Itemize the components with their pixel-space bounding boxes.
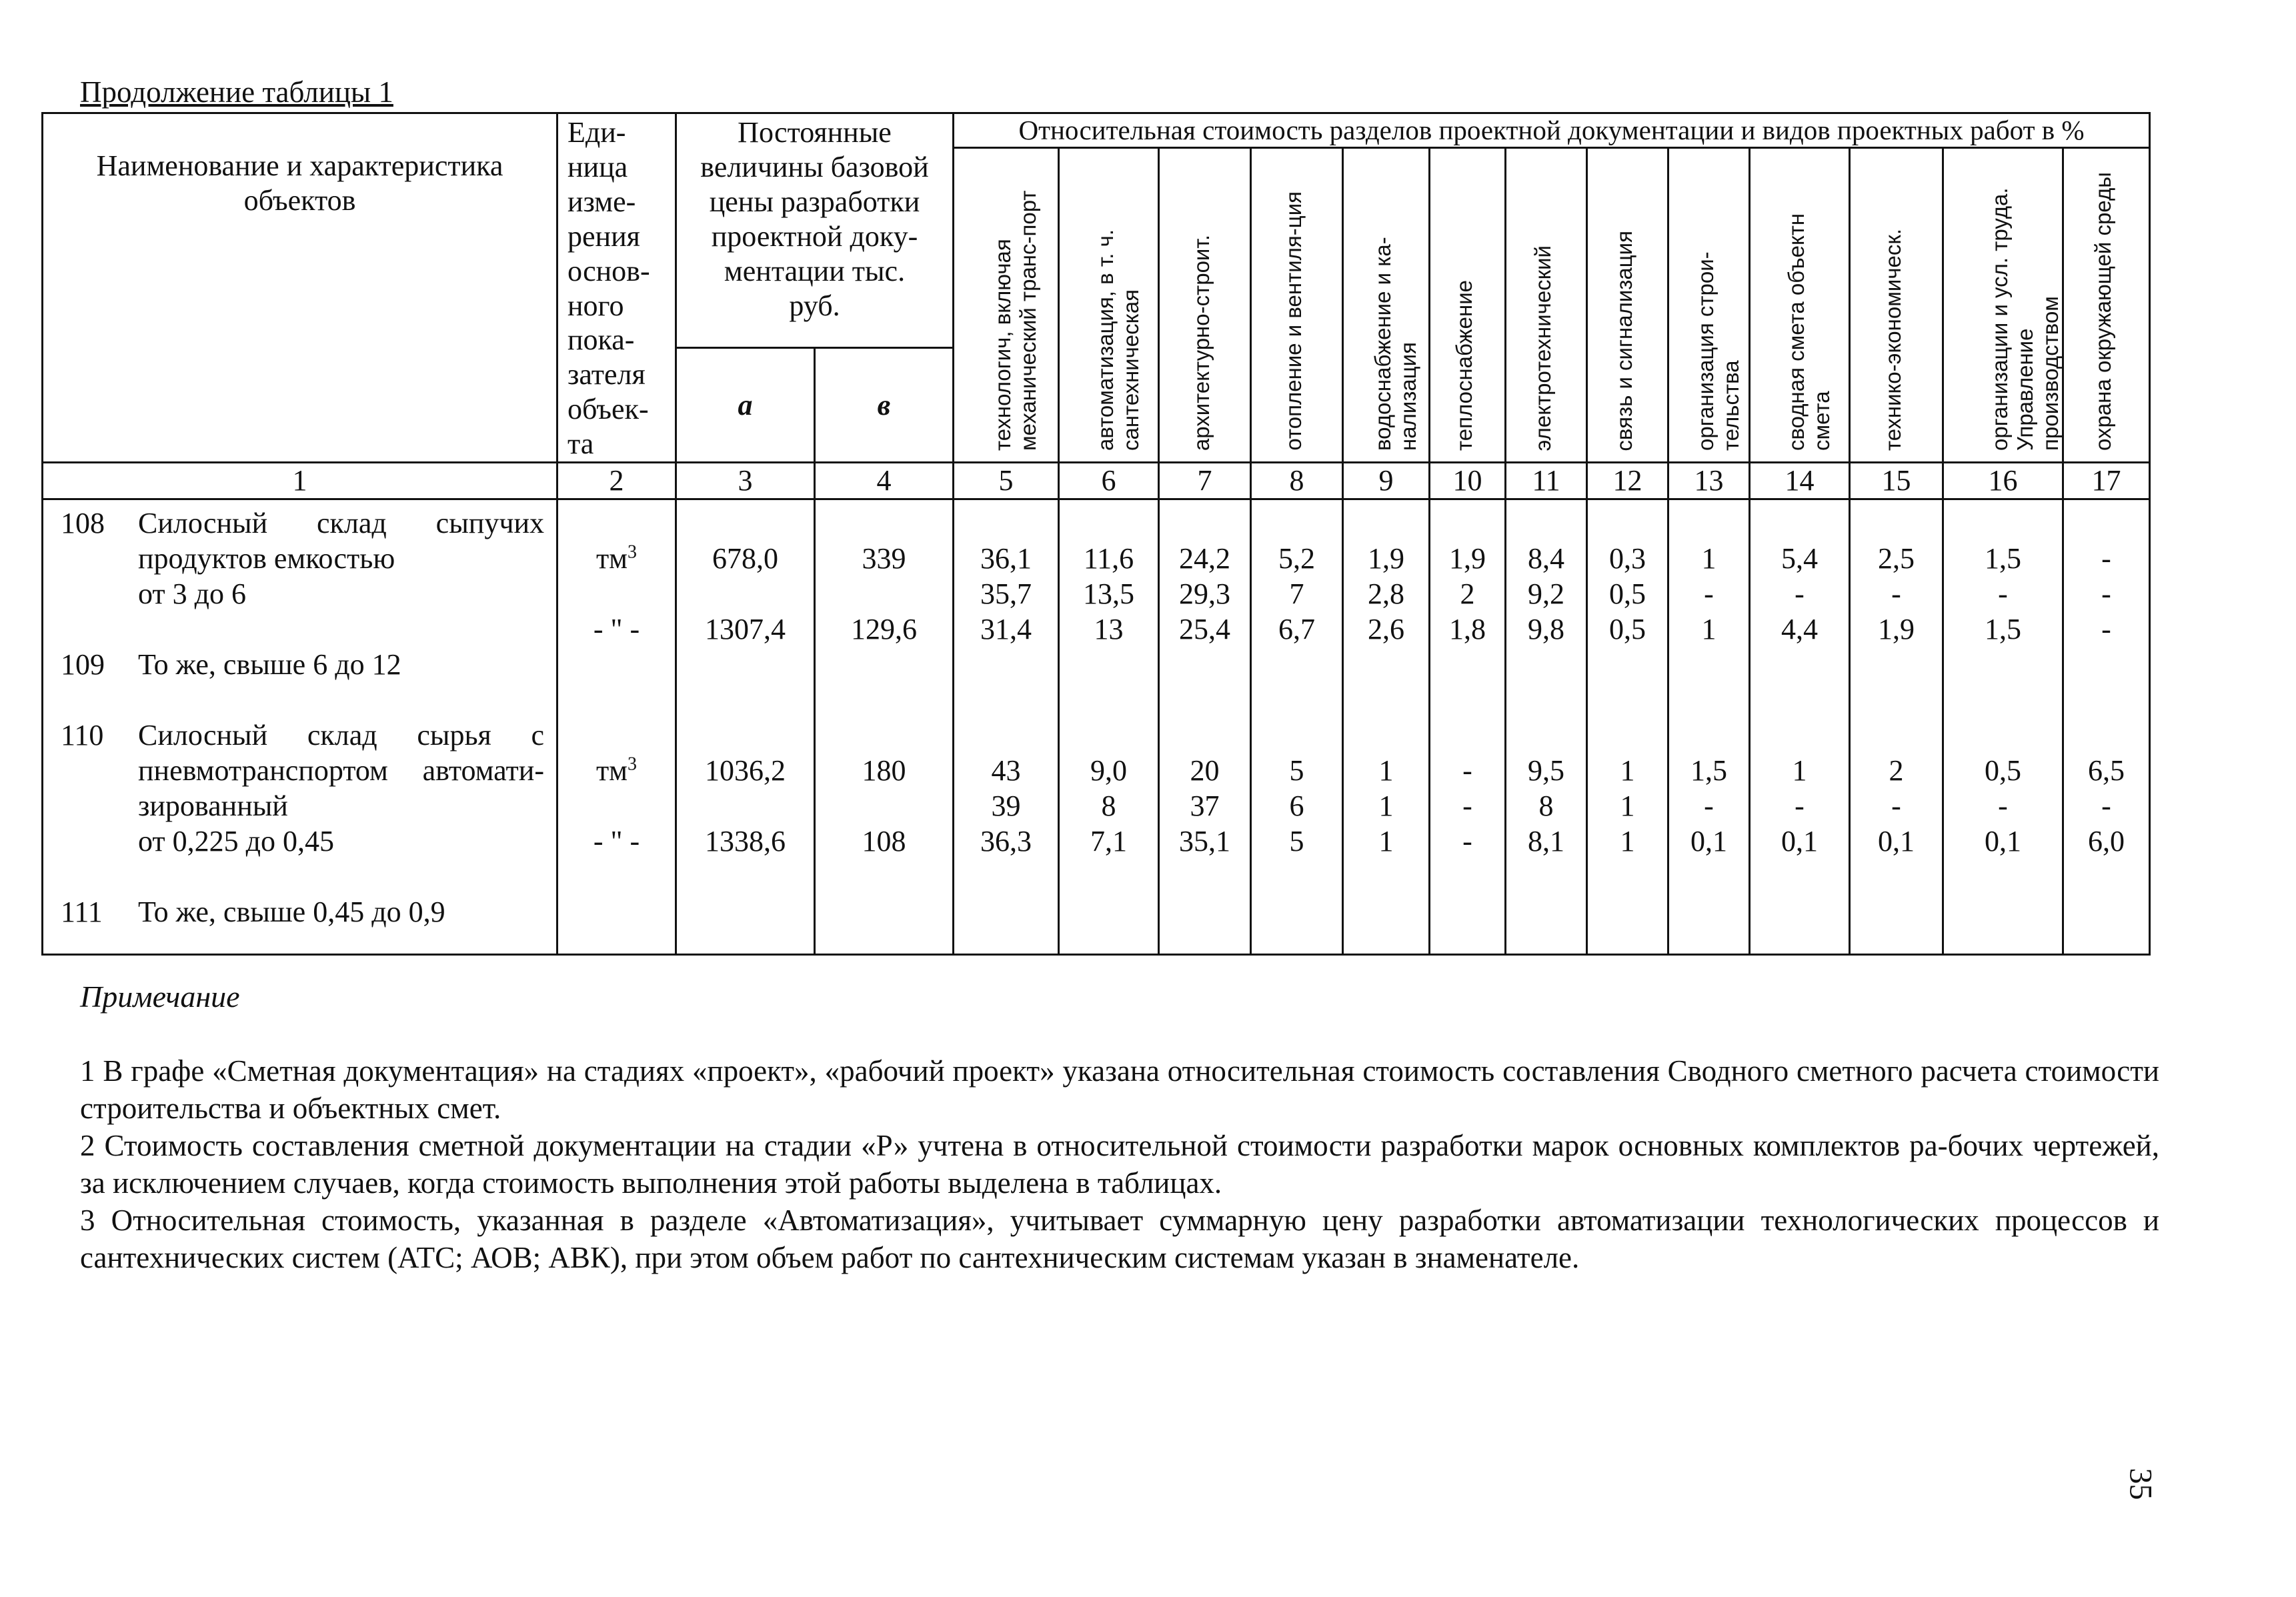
unit-value [558, 541, 675, 576]
table-column [1750, 499, 1850, 954]
base-price-b: 339 [862, 541, 906, 575]
blank-line [1252, 682, 1342, 717]
blank-line [1252, 717, 1342, 753]
cell-value: 1,8 [1449, 612, 1486, 645]
blank-line [43, 682, 556, 717]
table-column [1506, 499, 1587, 954]
blank-line [677, 505, 814, 541]
row-range-text: от 3 до 6 [138, 577, 247, 610]
column-number: 12 [1587, 463, 1668, 499]
numerator-value: 1,9 [1368, 541, 1404, 575]
numerator-value: 2,5 [1878, 541, 1915, 575]
table-column [557, 499, 676, 954]
table-column [1059, 499, 1159, 954]
denominator-value: 8 [1538, 789, 1554, 822]
unit-header-line: объек- [567, 393, 649, 426]
blank-line [1751, 682, 1849, 717]
cell-value: 0,1 [1878, 824, 1915, 858]
unit-header-line: Еди- [567, 116, 626, 149]
page-number: 35 [2123, 1468, 2159, 1500]
numerator-value: 24,2 [1179, 541, 1230, 575]
cell-value: 36,3 [980, 824, 1032, 858]
row-range [43, 576, 556, 611]
row-number: 109 [61, 647, 105, 681]
blank-line [954, 647, 1058, 682]
blank-line [1944, 505, 2062, 541]
table-column [1159, 499, 1251, 954]
section-header-label: технологич, включая механический транс-порт [990, 190, 1040, 451]
numerator-value: 20 [1190, 753, 1220, 787]
section-header [954, 148, 1059, 463]
section-header [1159, 148, 1251, 463]
blank-line [1344, 647, 1428, 682]
blank-line [1588, 682, 1667, 717]
row-range-text: от 0,225 до 0,45 [138, 824, 335, 858]
column-number: 4 [815, 463, 954, 499]
table-column [676, 499, 815, 954]
column-numbers-row [43, 463, 2150, 499]
unit-header-line: ница [567, 150, 628, 183]
column-number: 8 [1251, 463, 1343, 499]
notes [80, 1052, 2159, 1276]
blank-line [1669, 647, 1749, 682]
numerator-value: 0,3 [1609, 541, 1646, 575]
section-header-label: водоснабжение и ка-нализация [1370, 237, 1420, 451]
blank-line [558, 788, 675, 824]
row-range [43, 824, 556, 859]
cell-value: 1,5 [1985, 612, 2021, 645]
blank-line [1252, 505, 1342, 541]
cell-value: 8,1 [1528, 824, 1564, 858]
blank-line [1160, 647, 1250, 682]
row-number: 110 [61, 718, 104, 751]
cell-value: 31,4 [980, 612, 1032, 645]
table-body [43, 499, 2150, 954]
column-number: 11 [1506, 463, 1587, 499]
numerator-value: 9,5 [1528, 753, 1564, 787]
row-name-text: Силосный склад сыпучих [138, 506, 544, 539]
column-number: 17 [2063, 463, 2150, 499]
section-header [1668, 148, 1750, 463]
denominator-value: 35,7 [980, 577, 1032, 610]
blank-line [1060, 505, 1158, 541]
denominator-value: - [1891, 789, 1901, 822]
row-name-text: Силосный склад сырья с [138, 718, 544, 751]
denominator-value: 39 [991, 789, 1021, 822]
table-column [1430, 499, 1506, 954]
constants-header-line: ментации тыс. [724, 254, 906, 287]
section-header [1506, 148, 1587, 463]
unit-header-line: та [567, 427, 594, 461]
section-header-label: связь и сигнализация [1611, 230, 1636, 451]
cell-value: 1 [1378, 824, 1394, 858]
blank-line [43, 611, 556, 647]
numerator-value: 43 [991, 753, 1021, 787]
blank-line [2064, 717, 2149, 753]
blank-line [1944, 682, 2062, 717]
blank-line [1344, 717, 1428, 753]
blank-line [816, 576, 952, 611]
unit-value: - " - [593, 824, 640, 858]
numerator-value: 36,1 [980, 541, 1032, 575]
denominator-value: 1 [1378, 789, 1394, 822]
blank-line [1669, 682, 1749, 717]
table-column [954, 499, 1059, 954]
blank-line [1669, 505, 1749, 541]
denominator-value: 2,8 [1368, 577, 1404, 610]
denominator-value: 8 [1101, 789, 1116, 822]
table-column [2063, 499, 2150, 954]
table-row-name [43, 505, 556, 541]
numerator-value: 1 [1792, 753, 1807, 787]
row-number-spacer [43, 541, 138, 576]
blank-line [558, 682, 675, 717]
table-column [1668, 499, 1750, 954]
base-price-a: 1338,6 [705, 824, 786, 858]
section-header [1251, 148, 1343, 463]
section-header [2063, 148, 2150, 463]
cell-value: 35,1 [1179, 824, 1230, 858]
denominator-value: 37 [1190, 789, 1220, 822]
blank-line [677, 576, 814, 611]
section-header-label: организация строи-тельства [1692, 251, 1743, 451]
cell-value: 1,9 [1878, 612, 1915, 645]
cell-value: 6,0 [2088, 824, 2125, 858]
base-price-b: 108 [862, 824, 906, 858]
cell-value: 1 [1620, 824, 1635, 858]
denominator-value: 2 [1460, 577, 1475, 610]
denominator-value: - [2101, 789, 2111, 822]
blank-line [43, 859, 556, 894]
row-name-text: зированный [138, 789, 288, 822]
denominator-value: - [1704, 577, 1714, 610]
blank-line [2064, 647, 2149, 682]
table-row-name [43, 717, 556, 753]
row-number-spacer [43, 788, 138, 824]
denominator-value: - [1704, 789, 1714, 822]
blank-line [1430, 505, 1504, 541]
denominator-value: 0,5 [1609, 577, 1646, 610]
blank-line [1944, 717, 2062, 753]
unit-superscript: 3 [628, 753, 638, 775]
section-header [1343, 148, 1430, 463]
numerator-value: 1,5 [1690, 753, 1727, 787]
denominator-value: 6 [1289, 789, 1304, 822]
table-caption: Продолжение таблицы 1 [80, 75, 393, 109]
unit-header-line: ного [567, 289, 624, 322]
numerator-value: 6,5 [2088, 753, 2125, 787]
table-row-name [43, 894, 556, 930]
row-name-text: пневмотранспортом автомати- [138, 753, 544, 787]
section-header [1587, 148, 1668, 463]
constants-header-line: руб. [789, 289, 840, 322]
numerator-value: 2 [1889, 753, 1904, 787]
header-a: а [676, 348, 815, 463]
unit-header-line: рения [567, 219, 640, 253]
constants-header-line: Постоянные [738, 116, 892, 149]
blank-line [1851, 682, 1942, 717]
blank-line [677, 647, 814, 682]
table-column [1943, 499, 2063, 954]
blank-line [816, 505, 952, 541]
blank-line [1344, 505, 1428, 541]
blank-line [558, 505, 675, 541]
unit-superscript: 3 [628, 541, 638, 563]
blank-line [816, 682, 952, 717]
cell-value: - [2101, 612, 2111, 645]
blank-line [816, 647, 952, 682]
numerator-value: 1,9 [1449, 541, 1486, 575]
section-header-label: электротехнический [1530, 245, 1555, 451]
blank-line [677, 788, 814, 824]
section-header [1059, 148, 1159, 463]
denominator-value: - [1891, 577, 1901, 610]
row-number-spacer [43, 824, 138, 859]
cell-value: 6,7 [1278, 612, 1315, 645]
section-header [1750, 148, 1850, 463]
table-column [43, 499, 557, 954]
blank-line [816, 788, 952, 824]
cell-value: 0,1 [1781, 824, 1818, 858]
column-number: 10 [1430, 463, 1506, 499]
blank-line [1344, 682, 1428, 717]
section-header-label: технико-экономическ. [1880, 229, 1905, 451]
numerator-value: - [2101, 541, 2111, 575]
unit-header-line: изме- [567, 185, 636, 218]
denominator-value: - [1998, 577, 2008, 610]
blank-line [1751, 505, 1849, 541]
denominator-value: 7 [1289, 577, 1304, 610]
blank-line [1851, 717, 1942, 753]
row-name-text: То же, свыше 0,45 до 0,9 [138, 895, 445, 928]
denominator-value: 1 [1620, 789, 1635, 822]
blank-line [1506, 682, 1586, 717]
cell-value: 0,1 [1690, 824, 1727, 858]
blank-line [1430, 682, 1504, 717]
base-price-b: 180 [862, 753, 906, 787]
row-name-text: То же, свыше 6 до 12 [138, 647, 401, 681]
blank-line [1506, 505, 1586, 541]
unit-header-line: пока- [567, 323, 635, 357]
blank-line [2064, 682, 2149, 717]
table-row-name [43, 788, 556, 824]
constants-header-line: проектной доку- [711, 219, 918, 253]
unit-text: тм [596, 541, 628, 575]
blank-line [677, 717, 814, 753]
unit-value: - " - [593, 612, 640, 645]
column-number: 13 [1668, 463, 1750, 499]
note-paragraph: 1 В графе «Сметная документация» на стадиях «проект», «рабочий проект» указана относительная стоимость составления Сводного сметного расчета стоимости строительства и объектных смет. [80, 1054, 2159, 1125]
blank-line [558, 576, 675, 611]
table-column [1251, 499, 1343, 954]
blank-line [1252, 647, 1342, 682]
base-price-a: 678,0 [712, 541, 778, 575]
section-header-label: теплоснабжение [1451, 280, 1476, 451]
numerator-value: 5 [1289, 753, 1304, 787]
column-number: 1 [43, 463, 557, 499]
numerator-value: 1 [1378, 753, 1394, 787]
base-price-a: 1036,2 [705, 753, 786, 787]
section-header-label: архитектурно-строит. [1188, 234, 1214, 451]
blank-line [1160, 505, 1250, 541]
cell-value: 13 [1094, 612, 1124, 645]
table-column [1587, 499, 1668, 954]
numerator-value: 5,2 [1278, 541, 1315, 575]
unit-header-line: основ- [567, 254, 650, 287]
column-number: 15 [1850, 463, 1943, 499]
header-constants [676, 113, 954, 348]
header-unit [557, 113, 676, 463]
constants-header-line: величины базовой [700, 150, 929, 183]
blank-line [954, 717, 1058, 753]
blank-line [1751, 717, 1849, 753]
blank-line [1851, 647, 1942, 682]
header-name: Наименование и характеристика объектов [43, 113, 557, 463]
denominator-value: 29,3 [1179, 577, 1230, 610]
numerator-value: 0,5 [1985, 753, 2021, 787]
column-number: 14 [1750, 463, 1850, 499]
blank-line [1060, 717, 1158, 753]
cell-value: 5 [1289, 824, 1304, 858]
cell-value: 9,8 [1528, 612, 1564, 645]
cell-value: 4,4 [1781, 612, 1818, 645]
numerator-value: 11,6 [1083, 541, 1134, 575]
numerator-value: 1 [1701, 541, 1716, 575]
unit-header-line: зателя [567, 358, 646, 391]
row-number: 111 [61, 895, 103, 928]
blank-line [1944, 647, 2062, 682]
table-column [1343, 499, 1430, 954]
numerator-value: 1,5 [1985, 541, 2021, 575]
denominator-value: - [2101, 577, 2111, 610]
column-number: 6 [1059, 463, 1159, 499]
section-header [1850, 148, 1943, 463]
blank-line [1430, 717, 1504, 753]
blank-line [1751, 647, 1849, 682]
base-price-b: 129,6 [851, 612, 917, 645]
row-number-spacer [43, 576, 138, 611]
blank-line [1588, 717, 1667, 753]
section-header-label: автоматизация, в т. ч. сантехническая [1092, 229, 1143, 451]
blank-line [1060, 682, 1158, 717]
table-column [1850, 499, 1943, 954]
header-relative-cost: Относительная стоимость разделов проектной документации и видов проектных работ в % [954, 113, 2150, 148]
blank-line [2064, 505, 2149, 541]
unit-text: тм [596, 753, 628, 787]
blank-line [1160, 682, 1250, 717]
column-number: 5 [954, 463, 1059, 499]
section-header-label: организации и усл. труда. Управление производством [1987, 187, 2063, 451]
numerator-value: 9,0 [1090, 753, 1127, 787]
blank-line [558, 647, 675, 682]
section-header-label: отопление и вентиля-ция [1280, 191, 1306, 451]
base-price-a: 1307,4 [705, 612, 786, 645]
section-header [1430, 148, 1506, 463]
blank-line [558, 717, 675, 753]
numerator-value: - [1462, 753, 1472, 787]
note-paragraph: 2 Стоимость составления сметной документации на стадии «Р» учтена в относительной стоимости разработки марок основных комплектов ра-бочих чертежей, за исключением случаев, когда стоимость выполнения этой работы выделена в таблицах. [80, 1129, 2159, 1200]
cell-value: 0,1 [1985, 824, 2021, 858]
blank-line [1430, 647, 1504, 682]
table-row-name [43, 541, 556, 576]
header-b: в [815, 348, 954, 463]
column-number: 2 [557, 463, 676, 499]
blank-line [1588, 505, 1667, 541]
row-number-spacer [43, 753, 138, 788]
cell-value: 0,5 [1609, 612, 1646, 645]
blank-line [677, 682, 814, 717]
blank-line [1588, 647, 1667, 682]
cost-table [41, 112, 2151, 956]
cell-value: 25,4 [1179, 612, 1230, 645]
table-row-name [43, 647, 556, 682]
table-row-name [43, 753, 556, 788]
blank-line [1506, 647, 1586, 682]
constants-header-line: цены разработки [709, 185, 920, 218]
denominator-value: - [1462, 789, 1472, 822]
column-number: 3 [676, 463, 815, 499]
numerator-value: 8,4 [1528, 541, 1564, 575]
blank-line [1669, 717, 1749, 753]
column-number: 16 [1943, 463, 2063, 499]
numerator-value: 1 [1620, 753, 1635, 787]
blank-line [1060, 647, 1158, 682]
row-number: 108 [61, 506, 105, 539]
row-name-text: продуктов емкостью [138, 541, 395, 575]
table-column [815, 499, 954, 954]
denominator-value: 9,2 [1528, 577, 1564, 610]
denominator-value: - [1795, 789, 1805, 822]
column-number: 9 [1343, 463, 1430, 499]
blank-line [1160, 717, 1250, 753]
note-title: Примечание [80, 980, 240, 1014]
section-header [1943, 148, 2063, 463]
cell-value: 1 [1701, 612, 1716, 645]
note-paragraph: 3 Относительная стоимость, указанная в разделе «Автоматизация», учитывает суммарную цену разработки автоматизации технологических процессов и сантехнических систем (АТС; АОВ; АВК), при этом объем работ по сантехническим системам указан в знаменателе. [80, 1204, 2159, 1274]
section-header-label: сводная смета объектн смета [1783, 213, 1834, 451]
denominator-value: - [1795, 577, 1805, 610]
cell-value: 7,1 [1090, 824, 1127, 858]
unit-value [558, 753, 675, 788]
blank-line [954, 682, 1058, 717]
cell-value: - [1462, 824, 1472, 858]
denominator-value: 13,5 [1083, 577, 1134, 610]
column-number: 7 [1159, 463, 1251, 499]
numerator-value: 5,4 [1781, 541, 1818, 575]
section-header-label: охрана окружающей среды [2090, 172, 2115, 451]
blank-line [816, 717, 952, 753]
cell-value: 2,6 [1368, 612, 1404, 645]
blank-line [1851, 505, 1942, 541]
denominator-value: - [1998, 789, 2008, 822]
blank-line [1506, 717, 1586, 753]
blank-line [954, 505, 1058, 541]
